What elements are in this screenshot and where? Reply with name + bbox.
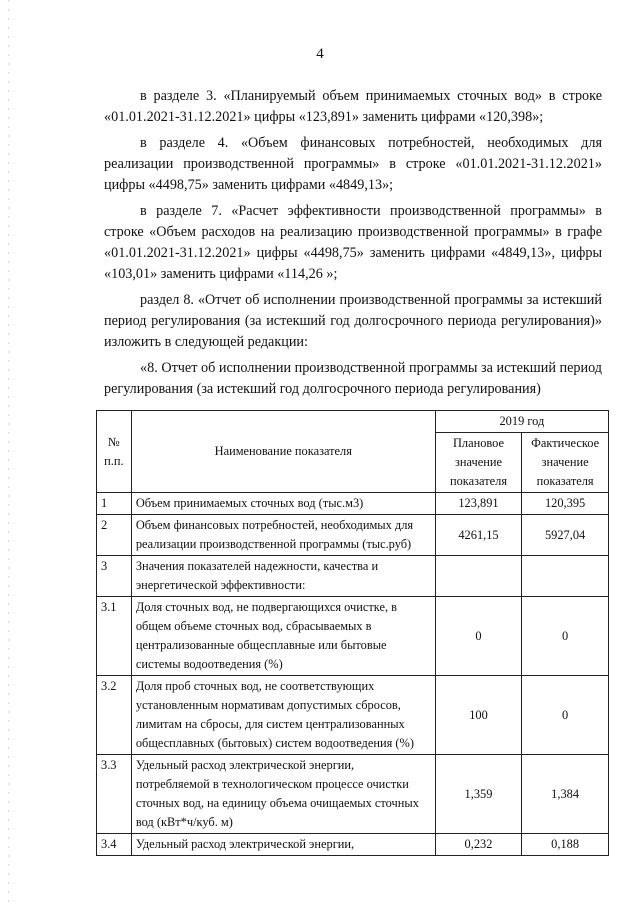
- row-plan: 1,359: [435, 755, 521, 834]
- row-num: 3.3: [97, 755, 132, 834]
- table-row: [97, 515, 609, 556]
- row-num: 3.1: [97, 597, 132, 676]
- row-num: 3: [97, 556, 132, 597]
- table-row: [97, 755, 609, 834]
- row-name: Значения показателей надежности, качества и энергетической эффективности:: [131, 556, 435, 597]
- row-plan: 0: [435, 597, 521, 676]
- report-table: [96, 410, 609, 856]
- row-plan: [435, 556, 521, 597]
- row-plan: 123,891: [435, 493, 521, 515]
- table-row: [97, 597, 609, 676]
- row-fact: 0,188: [522, 834, 609, 856]
- scan-edge-artifact: [8, 0, 9, 905]
- row-num: 1: [97, 493, 132, 515]
- row-num: 3.2: [97, 676, 132, 755]
- row-name: Удельный расход электрической энергии,: [131, 834, 435, 856]
- row-plan: 100: [435, 676, 521, 755]
- table-row: [97, 556, 609, 597]
- header-plan: Плановое значение показателя: [435, 433, 521, 493]
- row-name: Доля проб сточных вод, не соответствующих установленным нормативам допустимых сбросов, лимитам на сбросы, для систем централизованных общесплавных (бытовых) систем водоотведения (%): [131, 676, 435, 755]
- row-fact: 0: [522, 597, 609, 676]
- row-name: Удельный расход электрической энергии, потребляемой в технологическом процессе очистки сточных вод, на единицу объема очищаемых сточных вод (кВт*ч/куб. м): [131, 755, 435, 834]
- paragraph-section-3: в разделе 3. «Планируемый объем принимаемых сточных вод» в строке «01.01.2021-31.12.2021» цифры «123,891» заменить цифрами «120,398»;: [104, 88, 602, 125]
- page-number: 4: [316, 46, 324, 62]
- table-row: [97, 676, 609, 755]
- paragraph-section-7: в разделе 7. «Расчет эффективности производственной программы» в строке «Объем расходов на реализацию производственной программы» в графе «01.01.2021-31.12.2021» цифры «4498,75» заменить цифрами «4849,13», цифры «103,01» заменить цифрами «114,26 »;: [104, 203, 602, 282]
- row-fact: 120,395: [522, 493, 609, 515]
- header-num: № п.п.: [97, 411, 132, 493]
- row-plan: 0,232: [435, 834, 521, 856]
- header-year: 2019 год: [435, 411, 608, 433]
- row-num: 2: [97, 515, 132, 556]
- paragraph-section-8-title: «8. Отчет об исполнении производственной программы за истекший период регулирования (за истекший год долгосрочного периода регулирования): [104, 360, 602, 397]
- body-text: [104, 86, 602, 405]
- row-plan: 4261,15: [435, 515, 521, 556]
- paragraph-section-8: раздел 8. «Отчет об исполнении производственной программы за истекший период регулирования (за истекший год долгосрочного периода регулирования)» изложить в следующей редакции:: [104, 292, 602, 350]
- header-fact: Фактическое значение показателя: [522, 433, 609, 493]
- row-fact: 0: [522, 676, 609, 755]
- table-row: [97, 834, 609, 856]
- row-fact: 1,384: [522, 755, 609, 834]
- row-num: 3.4: [97, 834, 132, 856]
- paragraph-section-4: в разделе 4. «Объем финансовых потребностей, необходимых для реализации производственной программы» в строке «01.01.2021-31.12.2021» цифры «4498,75» заменить цифрами «4849,13»;: [104, 135, 602, 193]
- row-name: Объем финансовых потребностей, необходимых для реализации производственной программы (тыс.руб): [131, 515, 435, 556]
- row-name: Объем принимаемых сточных вод (тыс.м3): [131, 493, 435, 515]
- table-row: [97, 493, 609, 515]
- row-fact: 5927,04: [522, 515, 609, 556]
- header-name: Наименование показателя: [131, 411, 435, 493]
- row-name: Доля сточных вод, не подвергающихся очистке, в общем объеме сточных вод, сбрасываемых в централизованные общесплавные или бытовые системы водоотведения (%): [131, 597, 435, 676]
- row-fact: [522, 556, 609, 597]
- table-header-row: [97, 411, 609, 433]
